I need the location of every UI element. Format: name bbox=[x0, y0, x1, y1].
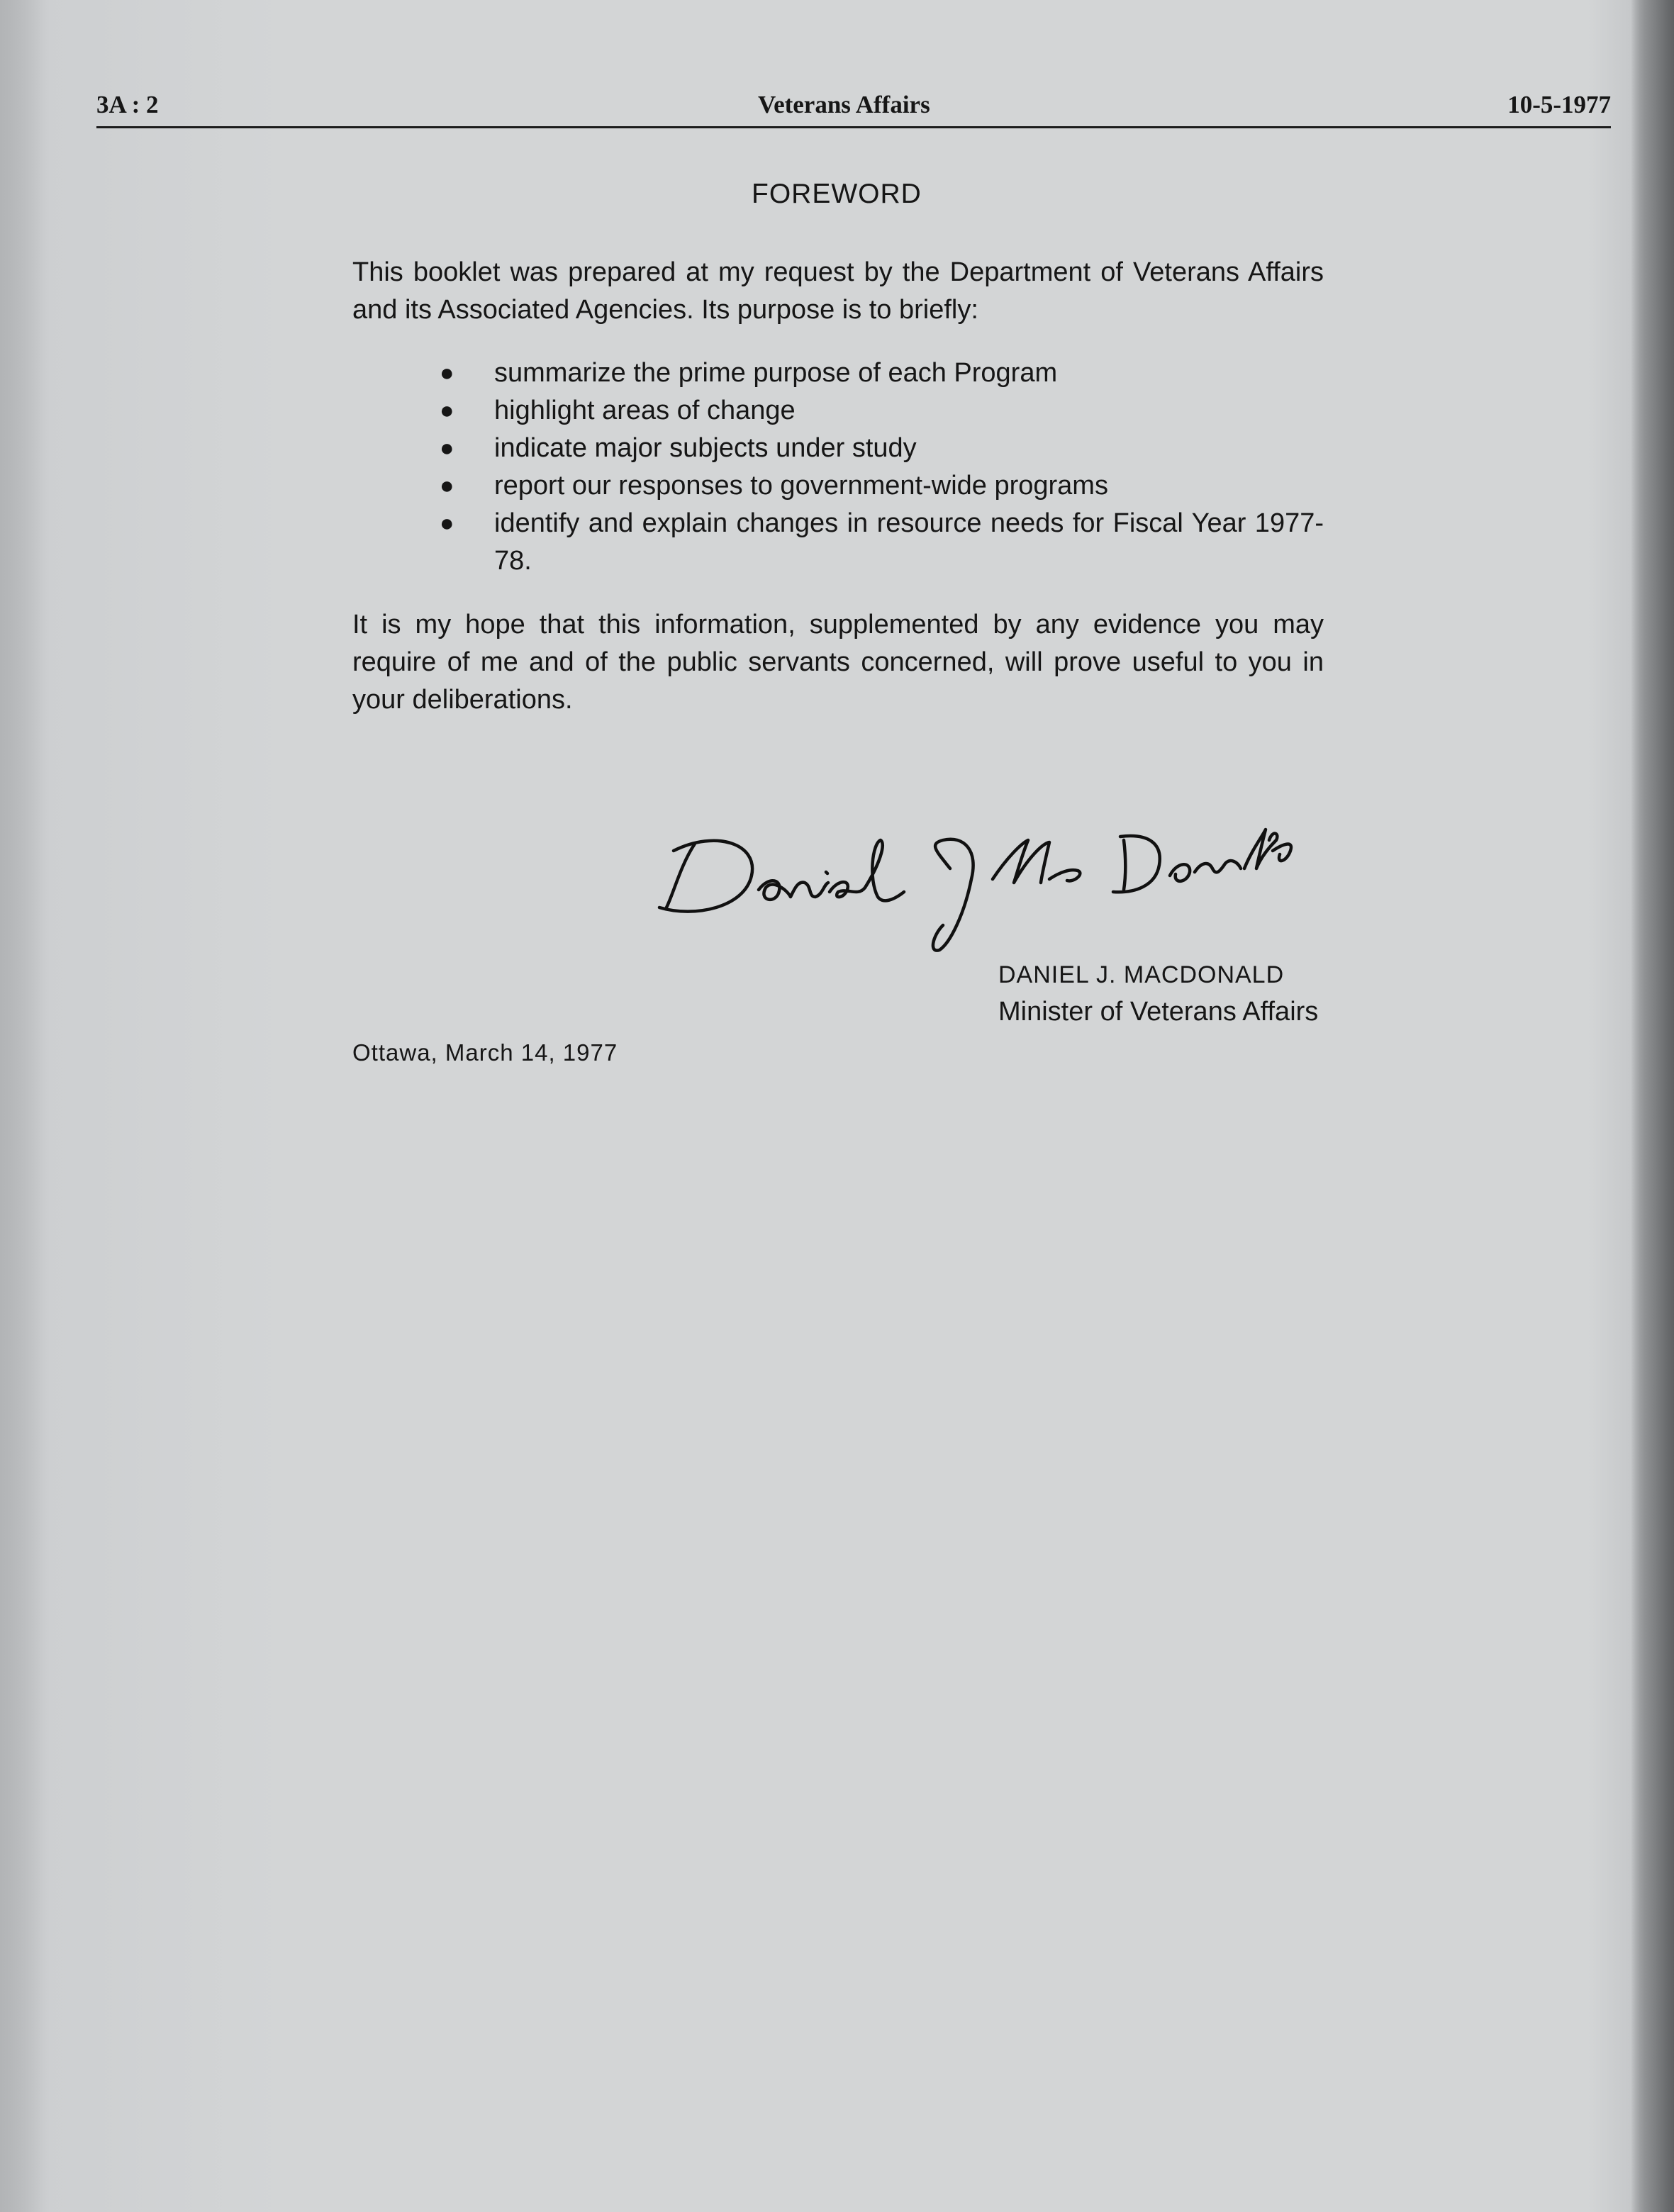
header-title: Veterans Affairs bbox=[758, 91, 930, 118]
purpose-bullet-list bbox=[352, 354, 1345, 580]
handwritten-signature bbox=[652, 801, 1333, 964]
place-and-date: Ottawa, March 14, 1977 bbox=[352, 1039, 618, 1066]
foreword-closing-paragraph: It is my hope that this information, supplemented by any evidence you may require of me and of the public servants concerned, will prove useful to you in your deliberations. bbox=[352, 610, 1324, 715]
list-item: ● report our responses to government-wide programs bbox=[352, 467, 1324, 505]
list-item: ● highlight areas of change bbox=[352, 392, 1324, 430]
bullet-icon: ● bbox=[440, 397, 454, 424]
page-left-shadow bbox=[0, 0, 50, 2212]
header-page-number: 3A : 2 bbox=[96, 91, 159, 118]
signer-title: Minister of Veterans Affairs bbox=[998, 997, 1319, 1027]
page-right-binding-shadow bbox=[1631, 0, 1674, 2212]
list-item: ● summarize the prime purpose of each Program bbox=[352, 354, 1324, 392]
running-header bbox=[96, 91, 1611, 130]
bullet-icon: ● bbox=[440, 510, 454, 537]
bullet-icon: ● bbox=[440, 435, 454, 462]
bullet-icon: ● bbox=[440, 472, 454, 499]
foreword-heading: FOREWORD bbox=[752, 179, 922, 209]
list-item: ● identify and explain changes in resource needs for Fiscal Year 1977-78. bbox=[352, 505, 1324, 580]
signer-name: DANIEL J. MACDONALD bbox=[998, 961, 1285, 988]
list-item: ● indicate major subjects under study bbox=[352, 430, 1324, 467]
foreword-intro-paragraph: This booklet was prepared at my request by the Department of Veterans Affairs and its Associated Agencies. Its purpose is to briefly: bbox=[352, 257, 1324, 325]
header-date: 10-5-1977 bbox=[1507, 91, 1611, 118]
bullet-icon: ● bbox=[440, 359, 454, 386]
header-rule bbox=[96, 126, 1611, 128]
